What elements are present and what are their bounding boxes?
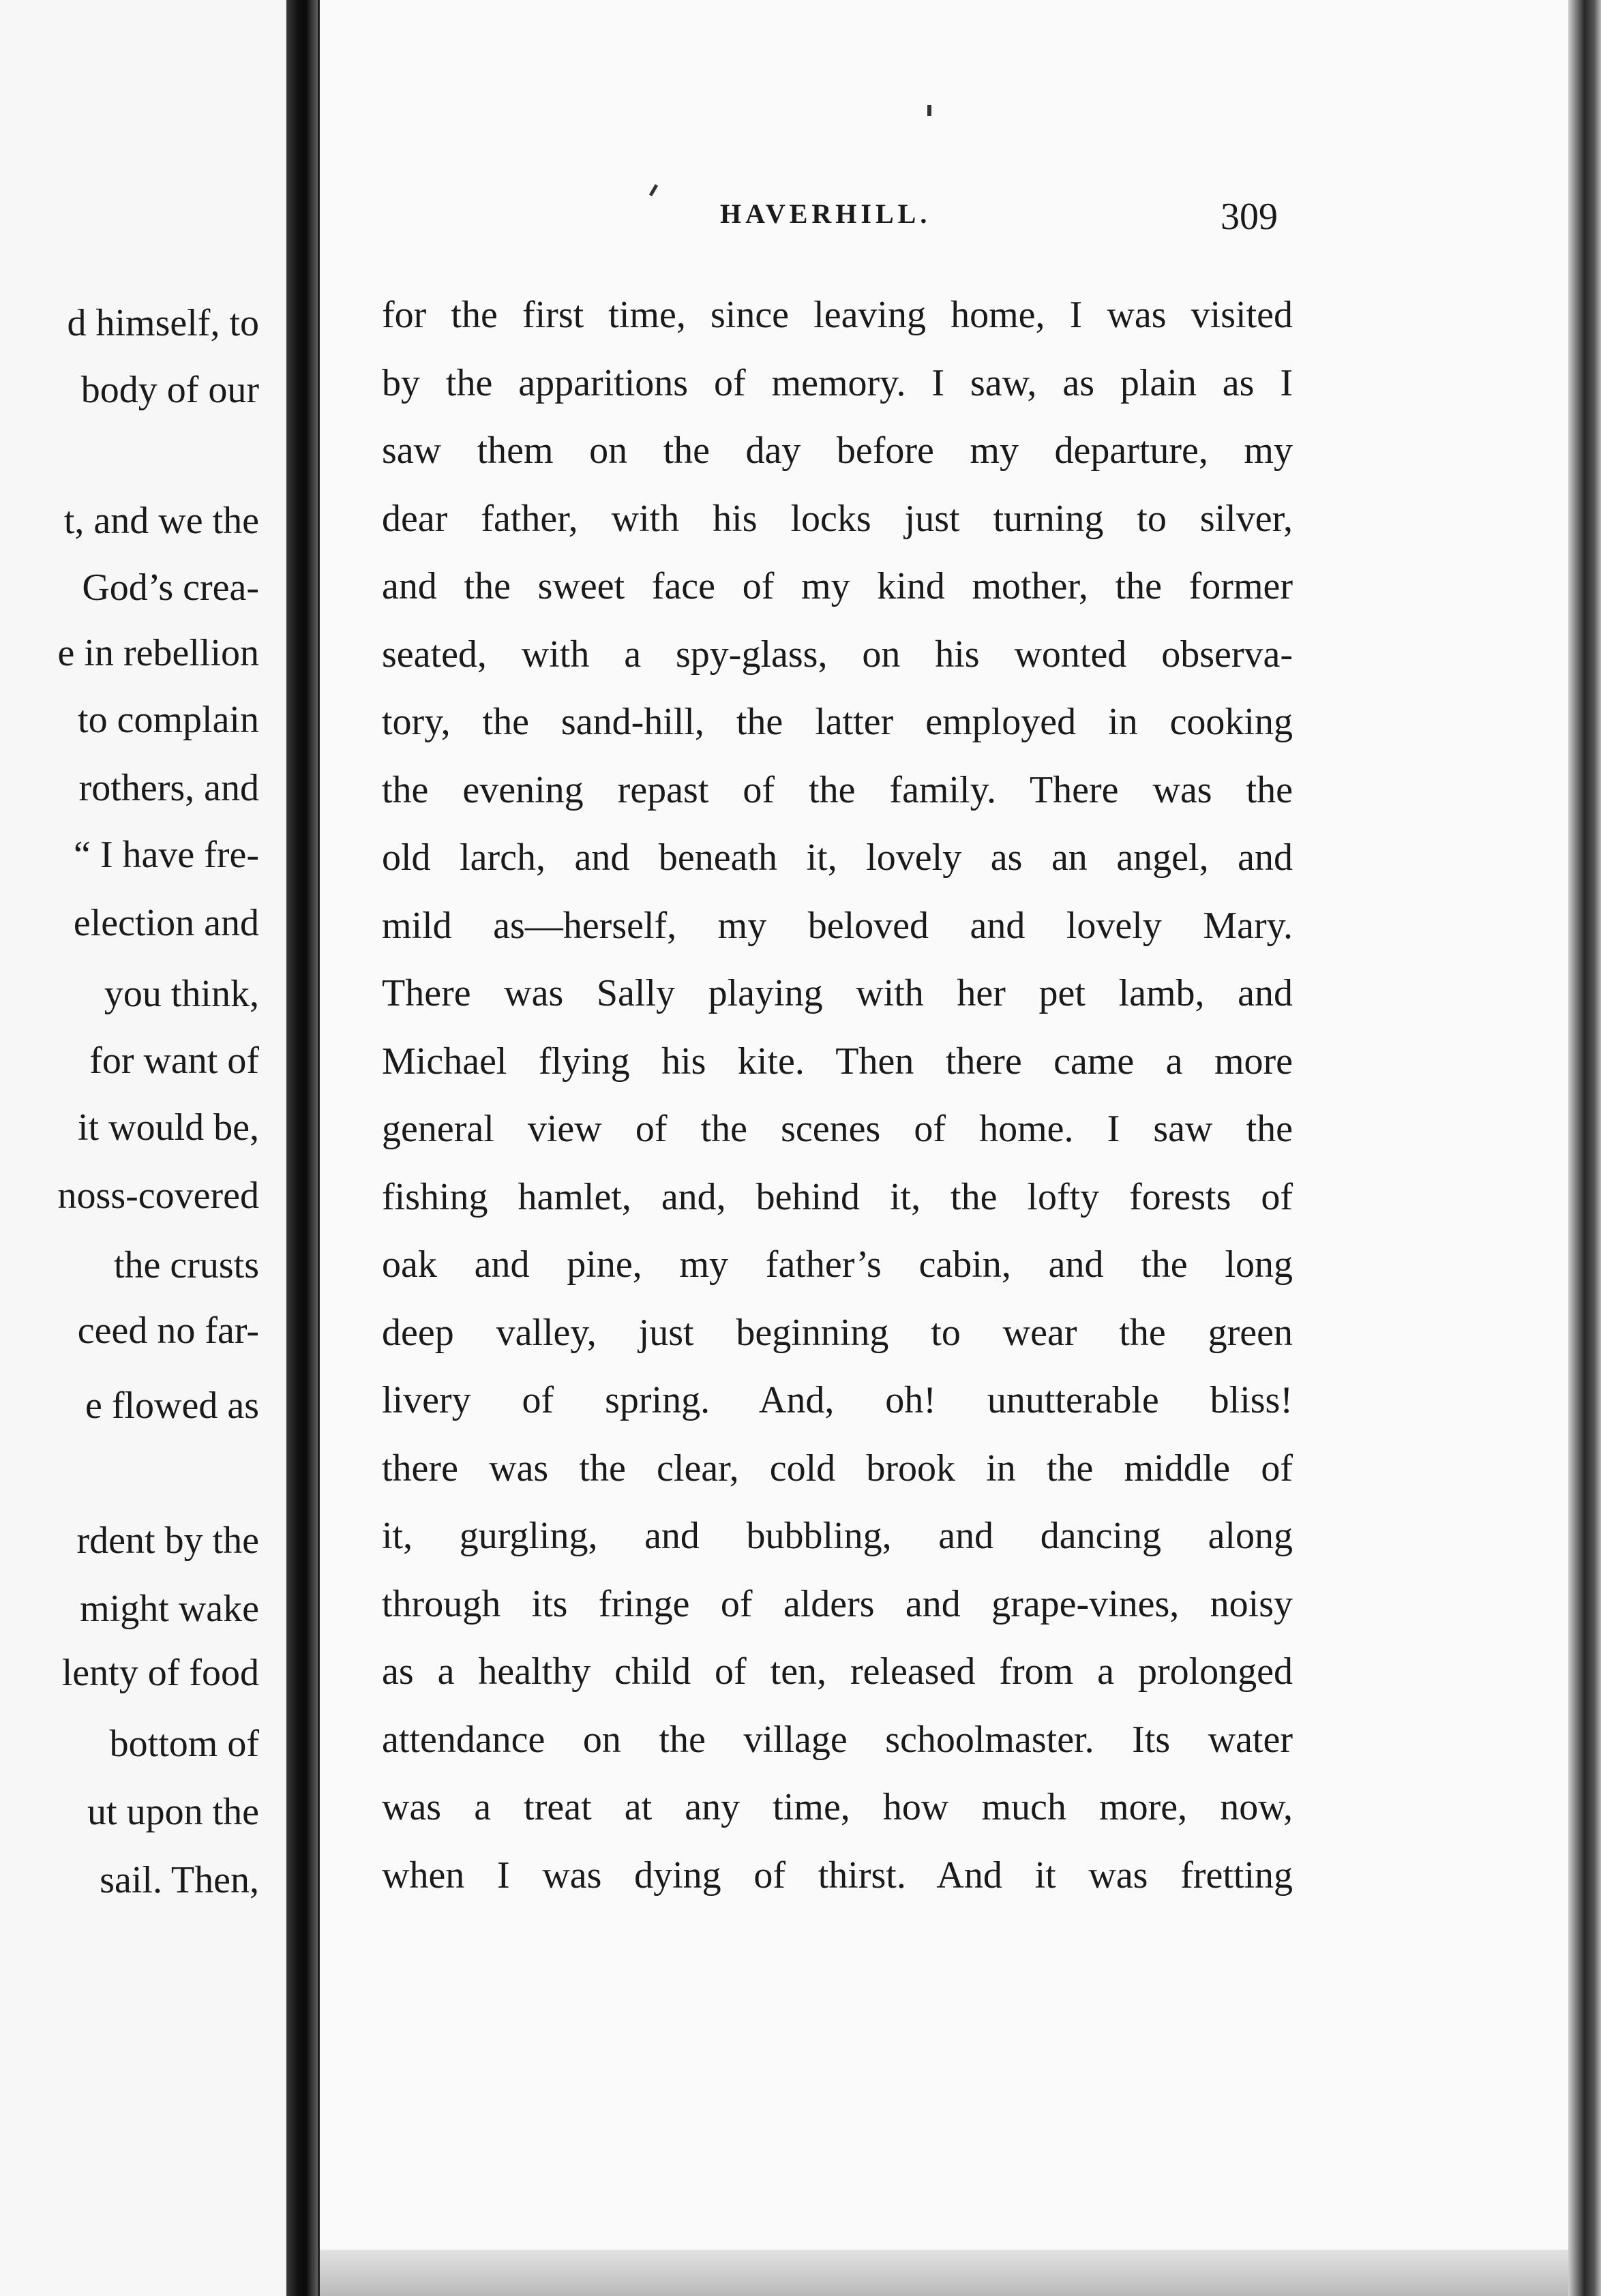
left-line: for want of xyxy=(89,1040,259,1082)
text-line: it, gurgling, and bubbling, and dancing along xyxy=(382,1515,1293,1557)
book-gutter xyxy=(286,0,319,2296)
left-line: God’s crea- xyxy=(82,567,259,609)
text-line: as a healthy child of ten, released from a prolonged xyxy=(382,1650,1293,1693)
text-line: old larch, and beneath it, lovely as an angel, and xyxy=(382,836,1293,879)
text-line: attendance on the village schoolmaster. Its water xyxy=(382,1718,1293,1761)
text-line: and the sweet face of my kind mother, the former xyxy=(382,565,1293,607)
left-line: noss-covered xyxy=(57,1175,259,1217)
text-line: dear father, with his locks just turning to silver, xyxy=(382,497,1293,540)
left-line: the crusts xyxy=(113,1244,259,1286)
running-header: HAVERHILL. xyxy=(720,198,931,229)
print-speck xyxy=(927,105,931,116)
left-line: e in rebellion xyxy=(57,632,259,674)
text-line: there was the clear, cold brook in the middle of xyxy=(382,1447,1293,1490)
left-page xyxy=(0,0,289,2296)
text-line: general view of the scenes of home. I saw the xyxy=(382,1108,1293,1150)
left-line: it would be, xyxy=(78,1106,259,1149)
text-line: for the first time, since leaving home, I was visited xyxy=(382,294,1293,336)
left-line: rothers, and xyxy=(78,767,259,809)
left-line: sail. Then, xyxy=(100,1859,259,1901)
left-line: ut upon the xyxy=(87,1791,259,1833)
left-line: might wake xyxy=(80,1588,259,1630)
page-bottom-shadow xyxy=(320,2250,1601,2296)
left-line: body of our xyxy=(80,369,259,411)
text-line: oak and pine, my father’s cabin, and the long xyxy=(382,1243,1293,1286)
left-line: election and xyxy=(73,902,259,944)
text-line: when I was dying of thirst. And it was fretting xyxy=(382,1854,1293,1897)
left-line: “ I have fre- xyxy=(73,834,259,876)
left-line: bottom of xyxy=(109,1723,259,1765)
text-line: Michael flying his kite. Then there came a more xyxy=(382,1040,1293,1083)
text-line: saw them on the day before my departure, my xyxy=(382,429,1293,472)
left-line: rdent by the xyxy=(76,1520,259,1562)
text-line: tory, the sand-hill, the latter employed in cooking xyxy=(382,701,1293,743)
text-line: through its fringe of alders and grape-vines, noisy xyxy=(382,1582,1293,1625)
page-number: 309 xyxy=(1221,196,1278,238)
left-line: t, and we the xyxy=(63,500,259,542)
left-line: lenty of food xyxy=(61,1652,259,1694)
text-line: seated, with a spy-glass, on his wonted observa- xyxy=(382,633,1293,676)
text-line: mild as—herself, my beloved and lovely Mary. xyxy=(382,904,1293,947)
text-line: fishing hamlet, and, behind it, the lofty forests of xyxy=(382,1175,1293,1218)
left-line: d himself, to xyxy=(67,302,259,344)
text-line: There was Sally playing with her pet lamb, and xyxy=(382,972,1293,1014)
text-line: livery of spring. And, oh! unutterable bliss! xyxy=(382,1379,1293,1421)
text-line: by the apparitions of memory. I saw, as plain as I xyxy=(382,361,1293,404)
left-line: you think, xyxy=(104,973,259,1015)
page-edge xyxy=(1568,0,1601,2296)
left-line: ceed no far- xyxy=(77,1310,259,1352)
text-line: was a treat at any time, how much more, now, xyxy=(382,1786,1293,1828)
text-line: the evening repast of the family. There was the xyxy=(382,768,1293,811)
left-line: e flowed as xyxy=(85,1385,259,1427)
left-line: to complain xyxy=(78,699,259,741)
text-line: deep valley, just beginning to wear the green xyxy=(382,1311,1293,1354)
body-text xyxy=(382,294,1293,1922)
